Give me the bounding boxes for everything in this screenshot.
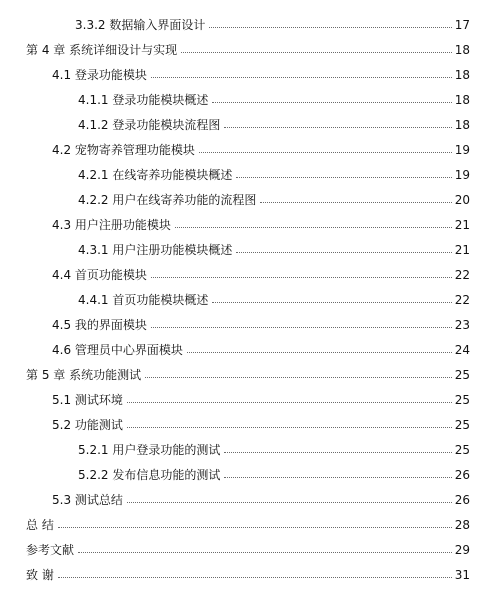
- toc-entry-4-2-1[interactable]: [78, 163, 470, 181]
- toc-entry-page: 18: [454, 68, 470, 82]
- toc-entry-page: 21: [454, 218, 470, 232]
- toc-entry-page: 25: [454, 443, 470, 457]
- toc-entry-4-1-1[interactable]: [78, 88, 470, 106]
- dot-leader: [78, 552, 452, 553]
- toc-entry-page: 20: [454, 193, 470, 207]
- toc-entry-page: 31: [454, 568, 470, 582]
- toc-entry-4-2[interactable]: [52, 138, 470, 156]
- toc-entry-references[interactable]: [26, 538, 470, 556]
- dot-leader: [127, 502, 452, 503]
- toc-entry-page: 18: [454, 93, 470, 107]
- dot-leader: [58, 577, 452, 578]
- toc-entry-page: 28: [454, 518, 470, 532]
- dot-leader: [151, 277, 452, 278]
- toc-entry-title: 4.6 管理员中心界面模块: [52, 343, 183, 357]
- toc-entry-title: 4.2 宠物寄养管理功能模块: [52, 143, 195, 157]
- toc-entry-page: 18: [454, 118, 470, 132]
- toc-entry-acknowledgements[interactable]: [26, 563, 470, 581]
- toc-entry-title: 总 结: [26, 518, 54, 532]
- toc-entry-title: 4.1.2 登录功能模块流程图: [78, 118, 221, 132]
- dot-leader: [199, 152, 452, 153]
- toc-entry-title: 致 谢: [26, 568, 54, 582]
- dot-leader: [224, 127, 451, 128]
- toc-entry-title: 5.1 测试环境: [52, 393, 123, 407]
- toc-entry-chapter-5[interactable]: [26, 363, 470, 381]
- dot-leader: [181, 52, 452, 53]
- toc-entry-chapter-4[interactable]: [26, 38, 470, 56]
- toc-entry-page: 26: [454, 493, 470, 507]
- toc-entry-4-5[interactable]: [52, 313, 470, 331]
- toc-entry-5-2-1[interactable]: [78, 438, 470, 456]
- toc-entry-4-1-2[interactable]: [78, 113, 470, 131]
- toc-entry-4-3[interactable]: [52, 213, 470, 231]
- toc-entry-5-2[interactable]: [52, 413, 470, 431]
- toc-entry-page: 17: [454, 18, 470, 32]
- toc-entry-page: 23: [454, 318, 470, 332]
- toc-entry-page: 19: [454, 168, 470, 182]
- toc-entry-4-2-2[interactable]: [78, 188, 470, 206]
- toc-entry-title: 5.2.2 发布信息功能的测试: [78, 468, 221, 482]
- toc-entry-title: 3.3.2 数据输入界面设计: [75, 18, 206, 32]
- toc-entry-4-3-1[interactable]: [78, 238, 470, 256]
- dot-leader: [212, 302, 451, 303]
- toc-entry-5-1[interactable]: [52, 388, 470, 406]
- toc-entry-title: 5.2 功能测试: [52, 418, 123, 432]
- toc-entry-4-4-1[interactable]: [78, 288, 470, 306]
- dot-leader: [145, 377, 452, 378]
- dot-leader: [127, 402, 452, 403]
- dot-leader: [236, 252, 451, 253]
- dot-leader: [209, 27, 451, 28]
- toc-entry-title: 参考文献: [26, 543, 75, 557]
- toc-entry-title: 5.2.1 用户登录功能的测试: [78, 443, 221, 457]
- toc-entry-title: 第 4 章 系统详细设计与实现: [26, 43, 178, 57]
- toc-entry-summary[interactable]: [26, 513, 470, 531]
- toc-entry-title: 4.5 我的界面模块: [52, 318, 147, 332]
- toc-entry-title: 4.1 登录功能模块: [52, 68, 147, 82]
- toc-entry-4-1[interactable]: [52, 63, 470, 81]
- toc-entry-4-4[interactable]: [52, 263, 470, 281]
- toc-entry-4-6[interactable]: [52, 338, 470, 356]
- toc-entry-page: 19: [454, 143, 470, 157]
- toc-entry-page: 25: [454, 368, 470, 382]
- dot-leader: [151, 77, 452, 78]
- toc-entry-page: 25: [454, 418, 470, 432]
- toc-entry-title: 4.1.1 登录功能模块概述: [78, 93, 209, 107]
- dot-leader: [224, 477, 451, 478]
- toc-entry-page: 22: [454, 293, 470, 307]
- toc-entry-page: 21: [454, 243, 470, 257]
- toc-entry-page: 26: [454, 468, 470, 482]
- toc-entry-title: 第 5 章 系统功能测试: [26, 368, 142, 382]
- toc-entry-title: 4.3 用户注册功能模块: [52, 218, 171, 232]
- toc-entry-title: 4.3.1 用户注册功能模块概述: [78, 243, 233, 257]
- toc-entry-page: 24: [454, 343, 470, 357]
- toc-entry-5-3[interactable]: [52, 488, 470, 506]
- dot-leader: [212, 102, 451, 103]
- dot-leader: [127, 427, 452, 428]
- toc-entry-3-3-2[interactable]: [75, 13, 470, 31]
- dot-leader: [187, 352, 452, 353]
- dot-leader: [58, 527, 452, 528]
- toc-entry-page: 29: [454, 543, 470, 557]
- toc-entry-title: 4.2.1 在线寄养功能模块概述: [78, 168, 233, 182]
- toc-entry-title: 4.2.2 用户在线寄养功能的流程图: [78, 193, 257, 207]
- toc-entry-5-2-2[interactable]: [78, 463, 470, 481]
- toc-entry-page: 22: [454, 268, 470, 282]
- dot-leader: [260, 202, 451, 203]
- toc-entry-page: 18: [454, 43, 470, 57]
- dot-leader: [151, 327, 452, 328]
- toc-entry-title: 4.4.1 首页功能模块概述: [78, 293, 209, 307]
- dot-leader: [236, 177, 451, 178]
- toc-entry-page: 25: [454, 393, 470, 407]
- dot-leader: [224, 452, 451, 453]
- toc-entry-title: 5.3 测试总结: [52, 493, 123, 507]
- toc-entry-title: 4.4 首页功能模块: [52, 268, 147, 282]
- dot-leader: [175, 227, 452, 228]
